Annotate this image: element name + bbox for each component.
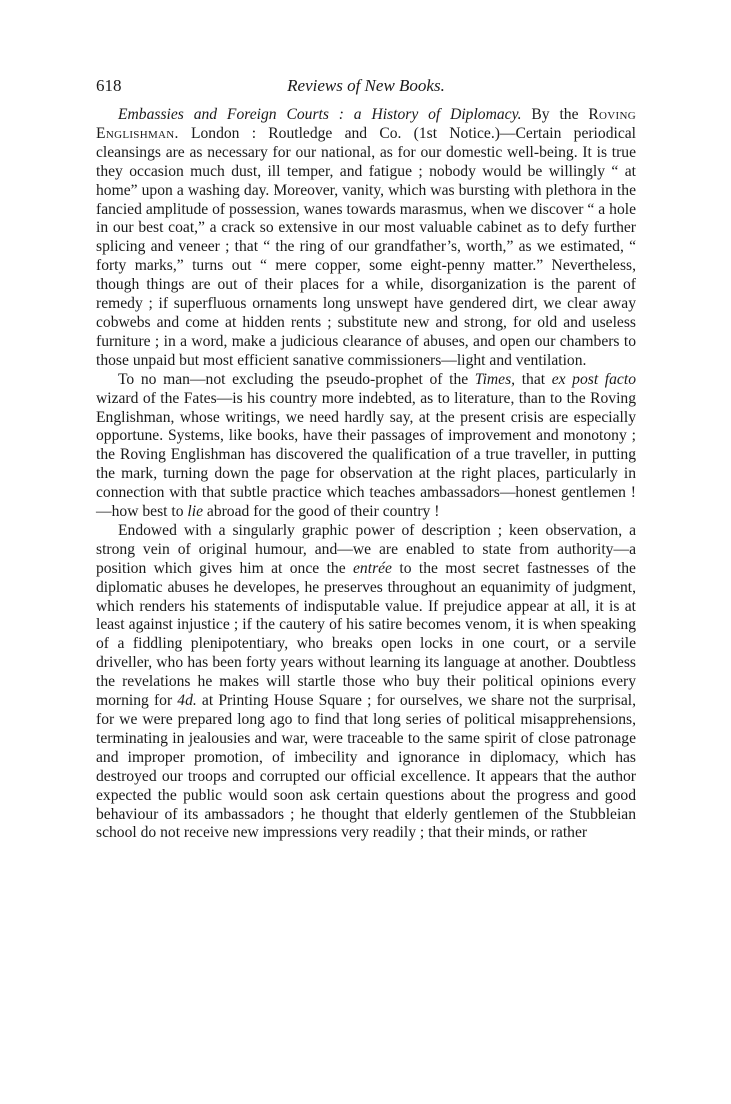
paragraph-2-text-c: wizard of the Fates—is his country more indebted, as to literature, than to the Roving Englishman, whose writings, we need hardly say, at the present crisis are especially opportune. Systems, like books, have their passages of improvement and monotony ; the Roving Englishman has discovered the qualification of a true traveller, in putting the mark, turning down the page for observation at the right places, particularly in connection with that subtle practice which teaches ambassadors—honest gentlemen !—how best to xyxy=(96,389,636,521)
paragraph-2-text-d: abroad for the good of their country ! xyxy=(203,503,440,521)
running-head: Reviews of New Books. xyxy=(287,76,445,95)
author-name: Roving Englishman. xyxy=(96,106,636,142)
latin-phrase: ex post facto xyxy=(551,370,636,388)
entree-word: entrée xyxy=(353,559,392,577)
lie-emphasis: lie xyxy=(187,503,203,521)
paragraph-1-text: London : Routledge and Co. (1st Notice.)—Certain periodical cleansings are as necessary for our national, as for our domestic well-being. It is true they occasion much dust, ill temper, and fatigue ; nobody would be willingly “ at home” upon a washing day. Moreover, vanity, which was bursting with plethora in the fancied amplitude of possession, wanes towards marasmus, when we discover “ a hole in our best coat,” a crack so extensive in our most valuable cabinet as to defy further splicing and veneer ; that “ the ring of our grandfather’s, worth,” as we estimated, “ forty marks,” turns out “ mere copper, some eight-penny matter.” Nevertheless, though things are out of their places for a while, disorganization is the parent of remedy ; if superfluous ornaments long unswept have gendered dirt, we clear away cobwebs and come at hidden rents ; substitute new and strong, for old and useless furniture ; in a word, make a judicious clearance of abuses, and open our chambers to those unpaid but most efficient sanative commissioners—light and ventilation. xyxy=(96,124,636,369)
paragraph-3-text-b: to the most secret fastnesses of the diplomatic abuses he developes, he preserves throughout an equanimity of judgment, which renders his statements of indisputable value. If prejudice appear at all, it is at least against injustice ; if the cautery of his satire becomes venom, it is when speaking of a fiddling plenipotentiary, who breaks open locks in one court, or a servile driveller, who has been forty years without learning its language at another. Doubtless the revelations he makes will startle those who buy their political opinions every morning for xyxy=(96,559,636,710)
paragraph-3-text-c: at Printing House Square ; for ourselves, we share not the surprisal, for we were prepared long ago to find that long series of political misapprehensions, terminating in jealousies and war, were traceable to the same spirit of close patronage and improper promotion, of imbecility and ignorance in diplomacy, which has destroyed our troops and corrupted our official excellence. It appears that the author expected the public would soon ask certain questions about the progress and good behaviour of its ambassadors ; he thought that elderly gentlemen of the Stubbleian school do not receive new impressions very readily ; that their minds, or rather xyxy=(96,692,637,842)
paragraph-3-text-a: Endowed with a singularly graphic power of description ; keen observation, a strong vein of original humour, and—we are enabled to state from authority—a position which gives him at once the xyxy=(96,521,636,577)
paragraph-2-text-a: To no man—not excluding the pseudo-prophet of the xyxy=(118,370,475,388)
paragraph-3 xyxy=(96,522,636,843)
review-body xyxy=(96,106,636,843)
paragraph-2 xyxy=(96,371,636,522)
page-header xyxy=(96,76,636,102)
by-text: By the xyxy=(521,106,589,123)
price-text: 4d. xyxy=(177,692,197,710)
times-reference: Times, xyxy=(474,370,516,388)
book-title: Embassies and Foreign Courts : a History of Diplomacy. xyxy=(118,106,522,123)
paragraph-1 xyxy=(96,106,636,371)
paragraph-2-text-b: that xyxy=(515,370,552,388)
book-page xyxy=(96,76,636,843)
page-number: 618 xyxy=(96,76,122,95)
